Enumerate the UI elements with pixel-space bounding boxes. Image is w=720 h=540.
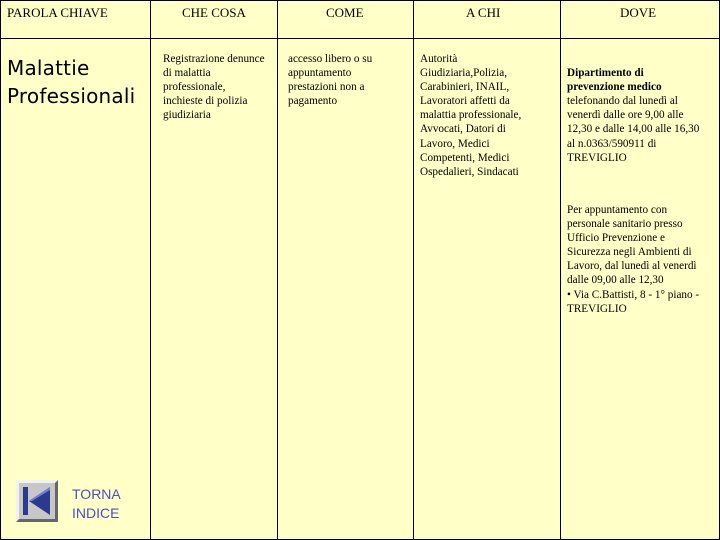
column-divider <box>413 0 414 540</box>
who-cell: Autorità Giudiziaria,Polizia, Carabinieri, INAIL, Lavoratori affetti da malattia professionale, Avvocati, Datori di Lavoro, Medici Competenti, Medici Ospedalieri, Sindacati <box>420 53 522 178</box>
header-divider <box>0 38 720 39</box>
back-to-index-button[interactable] <box>16 480 58 522</box>
where-title: Dipartimento di prevenzione medico <box>567 67 662 94</box>
skip-back-icon <box>19 483 55 519</box>
how-cell: accesso libero o su appuntamento prestazioni non a pagamento <box>288 53 373 108</box>
keyword-cell <box>7 54 135 110</box>
where-text-appointment: Per appuntamento con personale sanitario presso Ufficio Prevenzione e Sicurezza negli Ambienti di Lavoro, dal lunedì al venerdì dalle 09,00 alle 12,30 • Via C.Battisti, 8 - 1° piano - TREVIGLIO <box>567 203 700 315</box>
header-what: CHE COSA <box>182 5 246 20</box>
where-text: telefonando dal lunedì al venerdì dalle ore 9,00 alle 12,30 e dalle 14,00 alle 16,30 al n.0363/590911 di TREVIGLIO <box>567 95 700 164</box>
header-who: A CHI <box>466 5 501 20</box>
column-divider <box>150 0 151 540</box>
keyword-line: Professionali <box>7 84 136 108</box>
where-cell <box>567 52 699 330</box>
keyword-line: Malattie <box>7 56 90 80</box>
what-cell: Registrazione denunce di malattia professionale, inchieste di polizia giudiziaria <box>163 53 265 122</box>
back-to-index-link[interactable]: TORNA INDICE <box>72 486 121 521</box>
header-how: COME <box>326 5 364 20</box>
header-keyword: PAROLA CHIAVE <box>7 5 108 20</box>
column-divider <box>277 0 278 540</box>
column-divider <box>560 0 561 540</box>
header-where: DOVE <box>620 5 657 20</box>
